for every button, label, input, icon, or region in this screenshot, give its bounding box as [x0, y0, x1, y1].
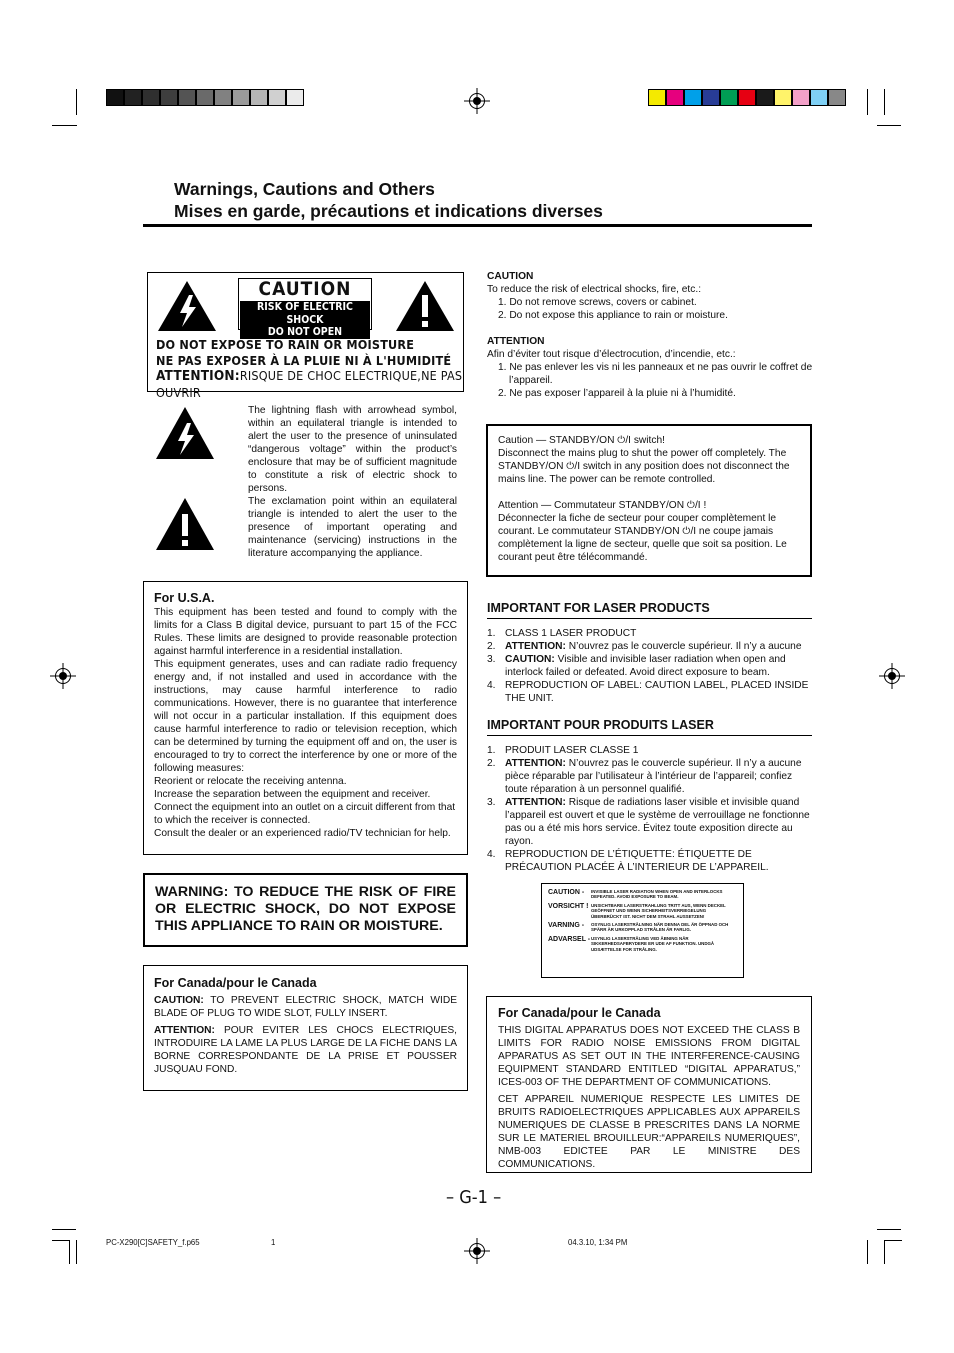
list-item [487, 848, 812, 874]
canada-right-en: THIS DIGITAL APPARATUS DOES NOT EXCEED THE CLASS B LIMITS FOR RADIO NOISE EMISSIONS FROM DIGITAL APPARATUS AS SET OUT IN THE INTERFERENCE-CAUSING EQUIPMENT STANDARD ENTITLED “DIGITAL APPARATUS,” ICES-003 OF THE DEPARTMENT OF COMMUNICATIONS. [498, 1025, 800, 1088]
list-item [487, 679, 812, 705]
list-item [487, 744, 812, 757]
label-row [548, 903, 737, 919]
calibration-swatch [792, 89, 810, 106]
item-text: REPRODUCTION OF LABEL: CAUTION LABEL, PLACED INSIDE THE UNIT. [505, 680, 809, 704]
attention-text: POUR EVITER LES CHOCS ELECTRIQUES, INTRODUIRE LA LAME LA PLUS LARGE DE LA FICHE DANS LA BORNE CORRESPONDANTE DE LA PRISE ET POUSSER JUSQUAU FOND. [154, 1025, 457, 1075]
caution-label-bold: CAUTION: [154, 995, 204, 1006]
warning-box [143, 873, 468, 947]
label-row [548, 936, 737, 952]
calibration-swatch [160, 89, 178, 106]
canada-right-box [486, 996, 812, 1173]
item-bold: ATTENTION: [505, 797, 566, 808]
caution-label-text [156, 337, 463, 400]
caution-heading: CAUTION [487, 271, 534, 282]
crop-mark [877, 1229, 901, 1230]
caution-text: TO PREVENT ELECTRIC SHOCK, MATCH WIDE BLADE OF PLUG TO WIDE SLOT, FULLY INSERT. [154, 995, 457, 1019]
item-rest: Visible and invisible laser radiation when open and interlock failed or defeated. Avoid direct exposure to beam. [505, 654, 786, 678]
risk-line-1: RISK OF ELECTRIC SHOCK [257, 301, 353, 326]
list-item [487, 653, 812, 679]
calibration-swatch [142, 89, 160, 106]
item-bold: CAUTION: [505, 654, 555, 665]
footer-date: 04.3.10, 1:34 PM [568, 1238, 628, 1247]
calibration-swatch [774, 89, 792, 106]
gray-calibration-bar [106, 89, 306, 106]
crop-mark [867, 1240, 868, 1264]
item-rest: N’ouvrez pas le couvercle supérieur. Il n’y a aucune pièce réparable par l’utilisateur à l’intérieur de l’appareil; confiez toute réparation à un personnel qualifié. [505, 758, 802, 795]
crop-mark [884, 89, 885, 115]
title-line-2: Mises en garde, précautions et indications diverses [174, 201, 603, 221]
caution-line-3-text: RISQUE DE CHOC ELECTRIQUE,NE PAS OUVRIR [156, 368, 463, 400]
item-bold: ATTENTION: [505, 758, 566, 769]
label-value: UNSICHTBARE LASERSTRAHLUNG TRITT AUS, WENN DECKEL GEÖFFNET UND WENN SICHERHEITSVERRIEGELUNG ÜBERBRÜCKT IST. NICHT DEM STRAHL AUSSETZEN! [591, 902, 726, 919]
title-line-1: Warnings, Cautions and Others [174, 179, 435, 199]
item-bold: ATTENTION: [505, 641, 566, 652]
label-key: CAUTION - [548, 889, 585, 896]
item-text [505, 640, 802, 653]
canada-left-box [143, 965, 468, 1091]
attention-item-1: 1. Ne pas enlever les vis ni les panneaux et ne pas ouvrir le coffret de l’appareil. [498, 362, 813, 386]
list-item [487, 627, 812, 640]
usa-measure-4: Consult the dealer or an experienced radio/TV technician for help. [154, 828, 451, 839]
canada-left-heading: For Canada/pour le Canada [154, 976, 317, 990]
exclamation-explanation: The exclamation point within an equilateral triangle is intended to alert the user to the presence of important operating and maintenance (servicing) instructions in the literature accompanying the appliance. [248, 496, 457, 559]
label-row [548, 889, 737, 900]
item-text: PRODUIT LASER CLASSE 1 [505, 745, 639, 756]
calibration-swatch [720, 89, 738, 106]
item-number: 2. [487, 641, 496, 652]
risk-line-2: DO NOT OPEN [267, 326, 343, 338]
calibration-swatch [250, 89, 268, 106]
caution-line-2: NE PAS EXPOSER À LA PLUIE NI À L'HUMIDITÉ [156, 352, 452, 368]
calibration-swatch [178, 89, 196, 106]
item-number: 1. [487, 745, 496, 756]
calibration-swatch [828, 89, 846, 106]
registration-mark-icon [469, 1243, 485, 1259]
lightning-triangle-icon [154, 405, 216, 461]
attention-heading: ATTENTION [487, 336, 545, 347]
crop-mark [76, 1240, 77, 1264]
color-calibration-bar [648, 89, 848, 106]
crop-mark [877, 125, 901, 126]
laser-fr-section [487, 718, 812, 874]
caution-word: CAUTION [258, 278, 352, 300]
calibration-swatch [286, 89, 304, 106]
item-text [505, 653, 812, 679]
usa-paragraph-2: This equipment generates, uses and can radiate radio frequency energy and, if not installed and used in accordance with the instructions, may cause harmful interference to radio communications. However, there is no guarantee that interference will not occur in a particular installation. If this equipment does cause harmful interference to radio or television reception, which can be determined by turning the equipment off and on, the user is encouraged to try to correct the interference by one or more of the following measures: [154, 659, 457, 774]
calibration-swatch [214, 89, 232, 106]
laser-en-section [487, 601, 812, 705]
calibration-swatch [738, 89, 756, 106]
registration-mark-icon [55, 668, 71, 684]
label-key: VARNING - [548, 922, 585, 930]
label-value: USYNLIG LASERSTRÅLING VED ÅBNING NÅR SIKKERHEDSAFBRYDERE ER UDE AF FUNKTION. UNDGÅ UDSÆTTELSE FOR STRÅLING. [591, 935, 715, 952]
label-key: ADVARSEL - [548, 935, 591, 943]
lightning-explanation: The lightning flash with arrowhead symbol, within an equilateral triangle is intended to alert the user to the presence of uninsulated “dangerous voltage” within the product’s enclosure that may be of sufficient magnitude to constitute a risk of electric shock to persons. [248, 405, 457, 494]
caution-intro: To reduce the risk of electrical shocks, fire, etc.: [487, 284, 702, 295]
calibration-swatch [232, 89, 250, 106]
calibration-swatch [124, 89, 142, 106]
crop-mark [69, 1240, 70, 1264]
item-text [505, 796, 812, 848]
page-title [174, 178, 814, 222]
usa-heading: For U.S.A. [154, 591, 215, 605]
label-row [548, 922, 737, 933]
page-number: – G-1 – [446, 1187, 502, 1208]
item-text: CLASS 1 LASER PRODUCT [505, 628, 637, 639]
item-number: 1. [487, 628, 496, 639]
laser-en-list [487, 627, 812, 705]
title-rule [143, 224, 812, 227]
item-text: REPRODUCTION DE L’ÉTIQUETTE: ÉTIQUETTE DE PRÉCAUTION PLACÉE À L’INTERIEUR DE L’APPAREIL. [505, 849, 769, 873]
usa-box [143, 581, 468, 855]
standby-en-text: Disconnect the mains plug to shut the power off completely. The STANDBY/ON ⏻/I switch in any position does not disconnect the mains line. The power can be remote controlled. [498, 448, 790, 485]
crop-mark [52, 125, 76, 126]
caution-line-3 [156, 368, 463, 400]
canada-left-attention [154, 1024, 457, 1076]
calibration-swatch [756, 89, 774, 106]
list-item [487, 640, 812, 653]
label-key: VORSICHT ! [548, 902, 589, 910]
caution-line-1: DO NOT EXPOSE TO RAIN OR MOISTURE [156, 337, 415, 352]
crop-mark [884, 1240, 902, 1241]
laser-fr-list [487, 744, 812, 874]
standby-en-title: Caution — STANDBY/ON ⏻/I switch! [498, 435, 665, 446]
item-number: 3. [487, 797, 496, 808]
item-number: 3. [487, 654, 496, 665]
list-item [487, 796, 812, 848]
calibration-swatch [196, 89, 214, 106]
canada-left-caution [154, 994, 457, 1020]
standby-fr-text: Déconnecter la fiche de secteur pour couper complètement le courant. Le commutateur STANDBY/ON ⏻/I ne coupe jamais complètement la ligne de secteur, quelle que soit sa position. Le courant peut être télécommandé. [498, 513, 787, 563]
laser-fr-heading: IMPORTANT POUR PRODUITS LASER [487, 718, 812, 736]
standby-fr-title: Attention — Commutateur STANDBY/ON ⏻/I ! [498, 500, 707, 511]
caution-line-3-label: ATTENTION: [156, 368, 240, 384]
usa-measure-1: Reorient or relocate the receiving antenna. [154, 776, 347, 787]
usa-measure-2: Increase the separation between the equipment and receiver. [154, 789, 431, 800]
canada-right-fr: CET APPAREIL NUMERIQUE RESPECTE LES LIMITES DE BRUITS RADIOELECTRIQUES APPLICABLES AUX APPAREILS NUMERIQUES DE CLASSE B PRESCRITES DANS LA NORME SUR LE MATERIEL BROUILLEUR:“APPAREILS NUMERIQUES”, NMB-003 EDICTEE PAR LE MINISTRE DES COMMUNICATIONS. [498, 1094, 800, 1170]
crop-mark [52, 1240, 70, 1241]
crop-mark [52, 1229, 76, 1230]
crop-mark [76, 125, 77, 126]
caution-section [487, 270, 815, 400]
calibration-swatch [648, 89, 666, 106]
item-number: 4. [487, 849, 496, 860]
crop-mark [884, 1240, 885, 1264]
item-rest: Risque de radiations laser visible et invisible quand l’appareil est ouvert et que le système de verrouillage ne fonctionne pas ou a été mis hors service. Évitez toute exposition directe au rayon. [505, 797, 810, 847]
item-text [505, 757, 812, 796]
registration-mark-icon [469, 93, 485, 109]
label-value: OSYNLIG LASERSTRÅLNING NÄR DENNA DEL ÄR ÖPPNAD OCH SPÄRR ÄR URKOPPLAD STRÅLEN ÄR FARLIG. [591, 922, 729, 933]
calibration-swatch [810, 89, 828, 106]
canada-right-heading: For Canada/pour le Canada [498, 1006, 661, 1020]
lightning-triangle-icon [156, 279, 218, 333]
crop-mark [867, 89, 868, 115]
footer-filename: PC-X290[C]SAFETY_f.p65 [106, 1238, 200, 1247]
warning-text: WARNING: TO REDUCE THE RISK OF FIRE OR ELECTRIC SHOCK, DO NOT EXPOSE THIS APPLIANCE TO RAIN OR MOISTURE. [155, 884, 456, 934]
calibration-swatch [684, 89, 702, 106]
caution-label [147, 272, 464, 400]
risk-line [240, 301, 370, 339]
label-value: INVISIBLE LASER RADIATION WHEN OPEN AND INTERLOCKS DEFEATED. AVOID EXPOSURE TO BEAM. [591, 889, 723, 900]
calibration-swatch [106, 89, 124, 106]
exclamation-triangle-icon [394, 279, 456, 333]
usa-paragraph-1: This equipment has been tested and found to comply with the limits for a Class B digital device, pursuant to part 15 of the FCC Rules. These limits are designed to provide reasonable protection against harmful interference in a residential installation. [154, 607, 457, 657]
calibration-swatch [268, 89, 286, 106]
attention-intro: Afin d’éviter tout risque d’électrocution, d’incendie, etc.: [487, 349, 736, 360]
laser-en-heading: IMPORTANT FOR LASER PRODUCTS [487, 601, 812, 619]
standby-box [486, 424, 812, 577]
usa-measure-3: Connect the equipment into an outlet on a circuit different from that to which the receiver is connected. [154, 802, 456, 826]
caution-item-2: 2. Do not expose this appliance to rain or moisture. [498, 310, 728, 321]
item-rest: N’ouvrez pas le couvercle supérieur. Il n’y a aucune [565, 641, 802, 652]
caution-item-1: 1. Do not remove screws, covers or cabinet. [498, 297, 697, 308]
calibration-swatch [666, 89, 684, 106]
footer-page: 1 [271, 1238, 276, 1247]
caution-sign [238, 278, 372, 338]
registration-mark-icon [884, 668, 900, 684]
crop-mark [76, 89, 77, 115]
calibration-swatch [702, 89, 720, 106]
attention-label-bold: ATTENTION: [154, 1025, 215, 1036]
laser-warning-label [541, 883, 744, 978]
list-item [487, 757, 812, 796]
item-number: 4. [487, 680, 496, 691]
attention-item-2: 2. Ne pas exposer l’appareil à la pluie ni à l’humidité. [498, 388, 736, 399]
exclamation-triangle-icon [154, 496, 216, 552]
item-number: 2. [487, 758, 496, 769]
